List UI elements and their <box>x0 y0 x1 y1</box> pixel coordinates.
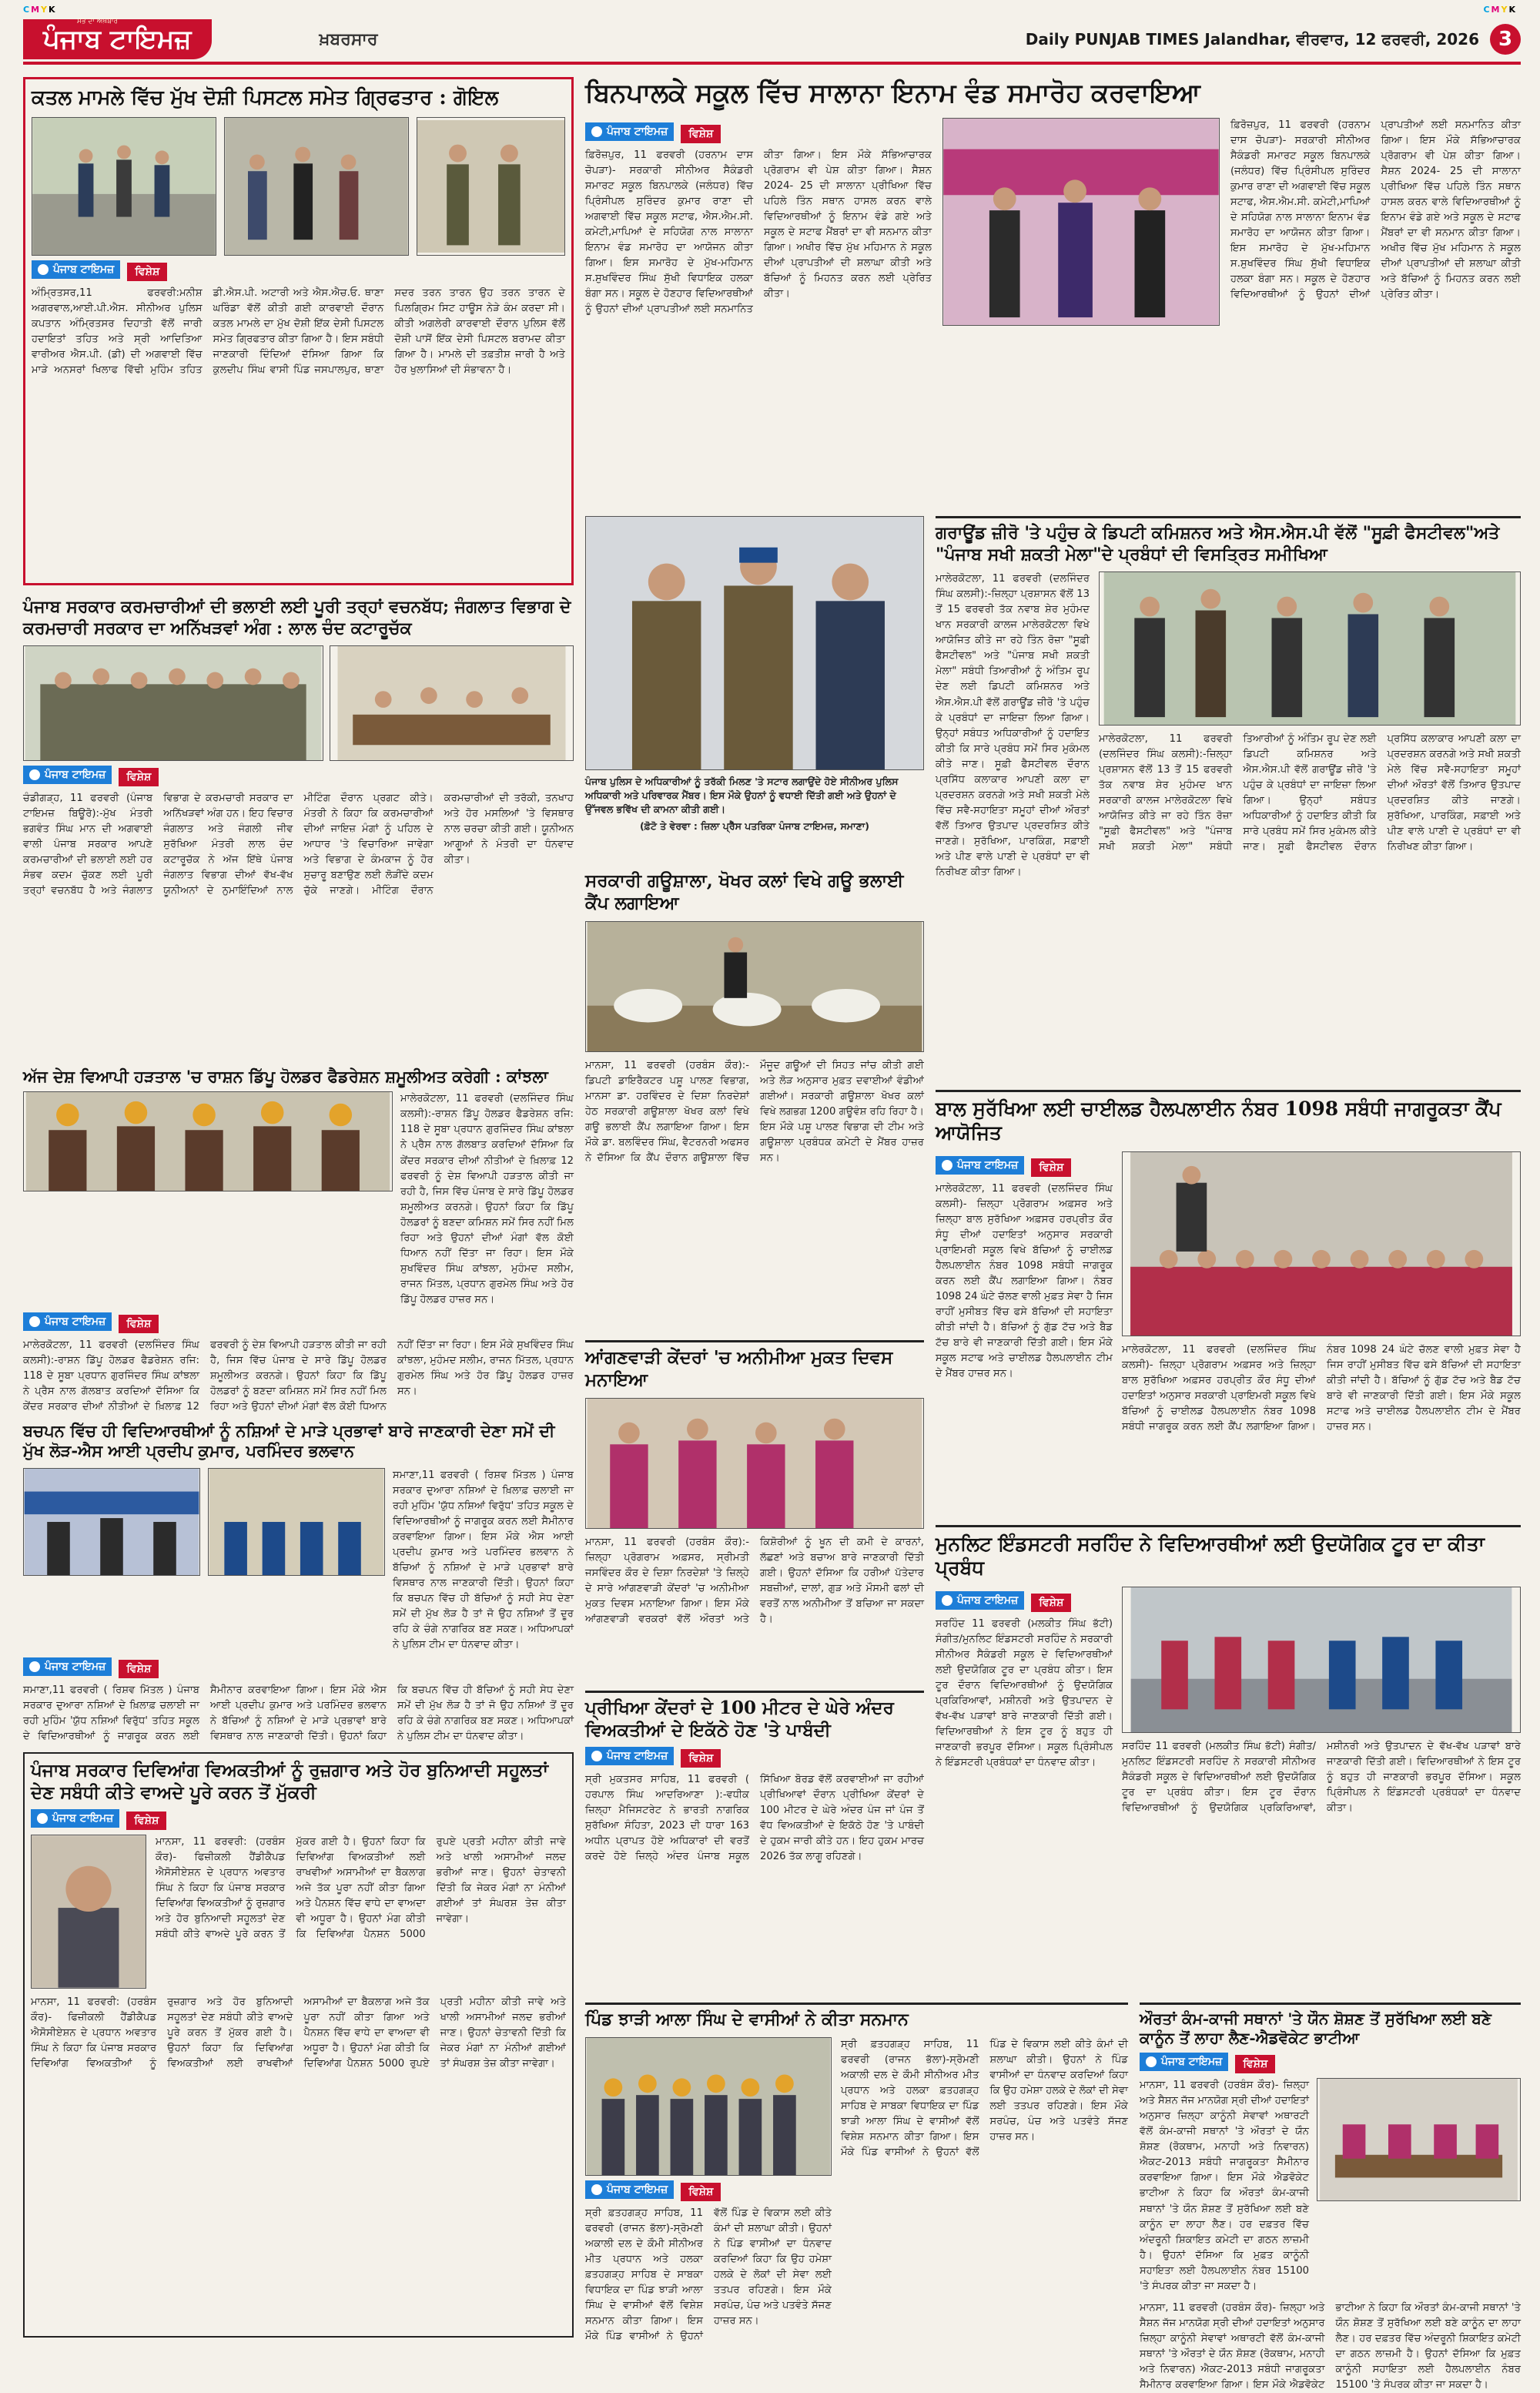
article-tags <box>23 766 574 786</box>
photo-meeting-table <box>330 645 574 761</box>
photo-students-seminar <box>208 1468 385 1576</box>
article-anganwadi <box>585 1340 924 1679</box>
photo-industry-visit <box>1122 1587 1521 1733</box>
article-body: ਅੰਮ੍ਰਿਤਸਰ,11 ਫਰਵਰੀ:ਮਨੀਸ਼ ਅਗਰਵਾਲ,ਆਈ.ਪੀ.ਐਸ. ਸੀਨੀਅਰ ਪੁਲਿਸ ਕਪਤਾਨ ਅੰਮ੍ਰਿਤਸਰ ਦਿਹਾਤੀ ਵੱਲੋਂ ਜਾਰੀ ਹਦਾਇਤਾਂ ਤਹਿਤ ਅਤੇ ਸ੍ਰੀ ਆਦਿਤਿਆ ਵਾਰੀਅਰ ਐਸ.ਪੀ. (ਡੀ) ਦੀ ਅਗਵਾਈ ਵਿੱਚ ਮਾੜੇ ਅਨਸਰਾਂ ਖਿਲਾਫ ਵਿੱਢੀ ਮੁਹਿੰਮ ਤਹਿਤ ਡੀ.ਐਸ.ਪੀ. ਅਟਾਰੀ ਅਤੇ ਐਸ.ਐਚ.ਓ. ਥਾਣਾ ਘਰਿੰਡਾ ਵੱਲੋਂ ਕੀਤੀ ਗਈ ਕਾਰਵਾਈ ਦੌਰਾਨ ਕਤਲ ਮਾਮਲੇ ਦਾ ਮੁੱਖ ਦੋਸ਼ੀ ਇੱਕ ਦੇਸੀ ਪਿਸਟਲ ਸਮੇਤ ਗ੍ਰਿਫਤਾਰ ਕੀਤਾ ਗਿਆ ਹੈ। ਇਸ ਸਬੰਧੀ ਜਾਣਕਾਰੀ ਦਿੰਦਿਆਂ ਦੱਸਿਆ ਗਿਆ ਕਿ ਕੁਲਦੀਪ ਸਿੰਘ ਵਾਸੀ ਪਿੰਡ ਜਸਪਾਲਪੁਰ, ਥਾਣਾ ਸਦਰ ਤਰਨ ਤਾਰਨ ਉਹ ਤਰਨ ਤਾਰਨ ਦੇ ਪਿਲਗ੍ਰਿਮ ਸਿਟ ਹਾਊਸ ਨੇੜੇ ਕੰਮ ਕਰਦਾ ਸੀ। ਕੀਤੀ ਅਗਲੇਰੀ ਕਾਰਵਾਈ ਦੌਰਾਨ ਪੁਲਿਸ ਵੱਲੋਂ ਦੋਸ਼ੀ ਪਾਸੋਂ ਇੱਕ ਦੇਸੀ ਪਿਸਟਲ ਬਰਾਮਦ ਕੀਤਾ ਗਿਆ ਹੈ। ਮਾਮਲੇ ਦੀ ਤਫ਼ਤੀਸ਼ ਜਾਰੀ ਹੈ ਅਤੇ ਹੋਰ ਖੁਲਾਸਿਆਂ ਦੀ ਸੰਭਾਵਨਾ ਹੈ। <box>32 287 565 376</box>
article-body: ਸ੍ਰੀ ਮੁਕਤਸਰ ਸਾਹਿਬ, 11 ਫਰਵਰੀ ( ਹਰਪਾਲ ਸਿੰਘ ਆਦਰਿਆਣਾ ):-ਵਧੀਕ ਜ਼ਿਲ੍ਹਾ ਮੈਜਿਸਟਰੇਟ ਨੇ ਭਾਰਤੀ ਨਾਗਰਿਕ ਸੁਰੱਖਿਆ ਸੰਹਿਤਾ, 2023 ਦੀ ਧਾਰਾ 163 ਅਧੀਨ ਪ੍ਰਾਪਤ ਹੋਏ ਅਧਿਕਾਰਾਂ ਦੀ ਵਰਤੋਂ ਕਰਦੇ ਹੋਏ ਜ਼ਿਲ੍ਹੇ ਅੰਦਰ ਪੰਜਾਬ ਸਕੂਲ ਸਿੱਖਿਆ ਬੋਰਡ ਵੱਲੋਂ ਕਰਵਾਈਆਂ ਜਾ ਰਹੀਆਂ ਪ੍ਰੀਖਿਆਵਾਂ ਦੌਰਾਨ ਪ੍ਰੀਖਿਆ ਕੇਂਦਰਾਂ ਦੇ 100 ਮੀਟਰ ਦੇ ਘੇਰੇ ਅੰਦਰ ਪੰਜ ਜਾਂ ਪੰਜ ਤੋਂ ਵੱਧ ਵਿਅਕਤੀਆਂ ਦੇ ਇਕੱਠੇ ਹੋਣ 'ਤੇ ਪਾਬੰਦੀ ਦੇ ਹੁਕਮ ਜਾਰੀ ਕੀਤੇ ਹਨ। ਇਹ ਹੁਕਮ ਮਾਰਚ 2026 ਤੱਕ ਲਾਗੂ ਰਹਿਣਗੇ। <box>585 1773 924 1862</box>
article-tags <box>23 1312 574 1333</box>
headline: ਪੰਜਾਬ ਸਰਕਾਰ ਕਰਮਚਾਰੀਆਂ ਦੀ ਭਲਾਈ ਲਈ ਪੂਰੀ ਤਰ੍ਹਾਂ ਵਚਨਬੱਧ; ਜੰਗਲਾਤ ਵਿਭਾਗ ਦੇ ਕਰਮਚਾਰੀ ਸਰਕਾਰ ਦਾ ਅਨਿੱਖੜਵਾਂ ਅੰਗ : ਲਾਲ ਚੰਦ ਕਟਾਰੂਚੱਕ <box>23 597 571 638</box>
photo-president <box>31 1835 146 1989</box>
article-body-cont: ਫ਼ਿਰੋਜ਼ਪੁਰ, 11 ਫਰਵਰੀ (ਹਰਨਾਮ ਦਾਸ ਚੋਪੜਾ)- ਸਰਕਾਰੀ ਸੀਨੀਅਰ ਸੈਕੰਡਰੀ ਸਮਾਰਟ ਸਕੂਲ ਬਿਨਪਾਲਕੇ (ਜਲੰਧਰ) ਵਿੱਚ ਪ੍ਰਿੰਸੀਪਲ ਸੁਰਿੰਦਰ ਕੁਮਾਰ ਰਾਣਾ ਦੀ ਅਗਵਾਈ ਵਿੱਚ ਸਕੂਲ ਸਟਾਫ, ਐਸ.ਐਮ.ਸੀ. ਕਮੇਟੀ,ਮਾਪਿਆਂ ਦੇ ਸਹਿਯੋਗ ਨਾਲ ਸਾਲਾਨਾ ਇਨਾਮ ਵੰਡ ਸਮਾਰੋਹ ਦਾ ਆਯੋਜਨ ਕੀਤਾ ਗਿਆ। ਇਸ ਸਮਾਰੋਹ ਦੇ ਮੁੱਖ-ਮਹਿਮਾਨ ਸ.ਸੁਖਵਿੰਦਰ ਸਿੰਘ ਸੁੱਖੀ ਵਿਧਾਇਕ ਹਲਕਾ ਬੰਗਾ ਸਨ। ਸਕੂਲ ਦੇ ਹੋਣਹਾਰ ਵਿਦਿਆਰਥੀਆਂ ਨੂੰ ਉਹਨਾਂ ਦੀਆਂ ਪ੍ਰਾਪਤੀਆਂ ਲਈ ਸਨਮਾਨਿਤ ਕੀਤਾ ਗਿਆ। ਇਸ ਮੌਕੇ ਸੱਭਿਆਚਾਰਕ ਪ੍ਰੋਗਰਾਮ ਵੀ ਪੇਸ਼ ਕੀਤਾ ਗਿਆ। ਸੈਸ਼ਨ 2024- 25 ਦੀ ਸਾਲਾਨਾ ਪ੍ਰੀਖਿਆ ਵਿੱਚ ਪਹਿਲੇ ਤਿੰਨ ਸਥਾਨ ਹਾਸਲ ਕਰਨ ਵਾਲੇ ਵਿਦਿਆਰਥੀਆਂ ਨੂੰ ਇਨਾਮ ਵੰਡੇ ਗਏ ਅਤੇ ਸਕੂਲ ਦੇ ਸਟਾਫ ਮੈਂਬਰਾਂ ਦਾ ਵੀ ਸਨਮਾਨ ਕੀਤਾ ਗਿਆ। ਅਖੀਰ ਵਿੱਚ ਮੁੱਖ ਮਹਿਮਾਨ ਨੇ ਸਕੂਲ ਦੀਆਂ ਪ੍ਰਾਪਤੀਆਂ ਦੀ ਸ਼ਲਾਘਾ ਕੀਤੀ ਅਤੇ ਬੱਚਿਆਂ ਨੂੰ ਮਿਹਨਤ ਕਰਨ ਲਈ ਪ੍ਰੇਰਿਤ ਕੀਤਾ। <box>1230 119 1521 301</box>
photo-anganwadi-women <box>585 1398 924 1529</box>
dateline <box>1026 24 1521 55</box>
article-drug-awareness <box>23 1421 574 1741</box>
newspaper-logo <box>23 19 212 59</box>
photo-police-road <box>32 117 216 256</box>
photo-caption: ਪੰਜਾਬ ਪੁਲਿਸ ਦੇ ਅਧਿਕਾਰੀਆਂ ਨੂੰ ਤਰੱਕੀ ਮਿਲਣ 'ਤੇ ਸਟਾਰ ਲਗਾਉਂਦੇ ਹੋਏ ਸੀਨੀਅਰ ਪੁਲਿਸ ਅਧਿਕਾਰੀ ਅਤੇ ਪਰਿਵਾਰਕ ਮੈਂਬਰ। ਇਸ ਮੌਕੇ ਉਹਨਾਂ ਨੂੰ ਵਧਾਈ ਦਿੱਤੀ ਗਈ ਅਤੇ ਉਹਨਾਂ ਦੇ ਉੱਜਵਲ ਭਵਿੱਖ ਦੀ ਕਾਮਨਾ ਕੀਤੀ ਗਈ। <box>585 776 899 816</box>
special-label: ਵਿਸ਼ੇਸ਼ <box>681 125 721 143</box>
article-body-cont: ਮਾਲੇਰਕੋਟਲਾ, 11 ਫਰਵਰੀ (ਦਲਜਿੰਦਰ ਸਿੰਘ ਕਲਸੀ):-ਜ਼ਿਲ੍ਹਾ ਪ੍ਰਸ਼ਾਸਨ ਵੱਲੋਂ 13 ਤੋਂ 15 ਫਰਵਰੀ ਤੱਕ ਨਵਾਬ ਸ਼ੇਰ ਮੁਹੰਮਦ ਖਾਨ ਸਰਕਾਰੀ ਕਾਲਜ ਮਾਲੇਰਕੋਟਲਾ ਵਿਖੇ ਆਯੋਜਿਤ ਕੀਤੇ ਜਾ ਰਹੇ ਤਿੰਨ ਰੋਜ਼ਾ "ਸੂਫ਼ੀ ਫੈਸਟੀਵਲ" ਅਤੇ "ਪੰਜਾਬ ਸਖੀ ਸ਼ਕਤੀ ਮੇਲਾ" ਸਬੰਧੀ ਤਿਆਰੀਆਂ ਨੂੰ ਅੰਤਿਮ ਰੂਪ ਦੇਣ ਲਈ ਡਿਪਟੀ ਕਮਿਸ਼ਨਰ ਅਤੇ ਐਸ.ਐਸ.ਪੀ ਵੱਲੋਂ ਗਰਾਊਂਡ ਜ਼ੀਰੋ 'ਤੇ ਪਹੁੰਚ ਕੇ ਪ੍ਰਬੰਧਾਂ ਦਾ ਜਾਇਜ਼ਾ ਲਿਆ ਗਿਆ। ਉਨ੍ਹਾਂ ਸਬੰਧਤ ਅਧਿਕਾਰੀਆਂ ਨੂੰ ਹਦਾਇਤ ਕੀਤੀ ਕਿ ਸਾਰੇ ਪ੍ਰਬੰਧ ਸਮੇਂ ਸਿਰ ਮੁਕੰਮਲ ਕੀਤੇ ਜਾਣ। ਸੂਫ਼ੀ ਫੈਸਟੀਵਲ ਦੌਰਾਨ ਪ੍ਰਸਿੱਧ ਕਲਾਕਾਰ ਆਪਣੀ ਕਲਾ ਦਾ ਪ੍ਰਦਰਸ਼ਨ ਕਰਨਗੇ ਅਤੇ ਸਖੀ ਸ਼ਕਤੀ ਮੇਲੇ ਵਿੱਚ ਸਵੈ-ਸਹਾਇਤਾ ਸਮੂਹਾਂ ਦੀਆਂ ਔਰਤਾਂ ਵੱਲੋਂ ਤਿਆਰ ਉਤਪਾਦ ਪ੍ਰਦਰਸ਼ਿਤ ਕੀਤੇ ਜਾਣਗੇ। ਸੁਰੱਖਿਆ, ਪਾਰਕਿੰਗ, ਸਫ਼ਾਈ ਅਤੇ ਪੀਣ ਵਾਲੇ ਪਾਣੀ ਦੇ ਪ੍ਰਬੰਧਾਂ ਦਾ ਵੀ ਨਿਰੀਖਣ ਕੀਤਾ ਗਿਆ। <box>1099 733 1521 853</box>
headline: ਔਰਤਾਂ ਕੰਮ-ਕਾਜੀ ਸਥਾਨਾਂ 'ਤੇ ਯੌਨ ਸ਼ੋਸ਼ਣ ਤੋਂ ਸੁਰੱਖਿਆ ਲਈ ਬਣੇ ਕਾਨੂੰਨ ਤੋਂ ਲਾਹਾ ਲੈਣ-ਐਡਵੋਕੇਟ ਭਾਟੀਆ <box>1140 2003 1521 2048</box>
logo-icon <box>942 1160 952 1171</box>
article-body: ਮਾਨਸਾ, 11 ਫਰਵਰੀ: (ਹਰਬੰਸ ਕੌਰ)- ਫਿਜ਼ੀਕਲੀ ਹੈਂਡੀਕੈਪਡ ਐਸੋਸੀਏਸ਼ਨ ਦੇ ਪ੍ਰਧਾਨ ਅਵਤਾਰ ਸਿੰਘ ਨੇ ਕਿਹਾ ਕਿ ਪੰਜਾਬ ਸਰਕਾਰ ਦਿਵਿਆਂਗ ਵਿਅਕਤੀਆਂ ਨੂੰ ਰੁਜ਼ਗਾਰ ਅਤੇ ਹੋਰ ਬੁਨਿਆਦੀ ਸਹੂਲਤਾਂ ਦੇਣ ਸਬੰਧੀ ਕੀਤੇ ਵਾਅਦੇ ਪੂਰੇ ਕਰਨ ਤੋਂ ਮੁੱਕਰ ਗਈ ਹੈ। ਉਹਨਾਂ ਕਿਹਾ ਕਿ ਦਿਵਿਆਂਗ ਵਿਅਕਤੀਆਂ ਲਈ ਰਾਖਵੀਆਂ ਅਸਾਮੀਆਂ ਦਾ ਬੈਕਲਾਗ ਅਜੇ ਤੱਕ ਪੂਰਾ ਨਹੀਂ ਕੀਤਾ ਗਿਆ ਅਤੇ ਪੈਨਸ਼ਨ ਵਿੱਚ ਵਾਧੇ ਦਾ ਵਾਅਦਾ ਵੀ ਅਧੂਰਾ ਹੈ। ਉਹਨਾਂ ਮੰਗ ਕੀਤੀ ਕਿ ਦਿਵਿਆਂਗ ਪੈਨਸ਼ਨ 5000 ਰੁਪਏ ਪ੍ਰਤੀ ਮਹੀਨਾ ਕੀਤੀ ਜਾਵੇ ਅਤੇ ਖਾਲੀ ਅਸਾਮੀਆਂ ਜਲਦ ਭਰੀਆਂ ਜਾਣ। ਉਹਨਾਂ ਚੇਤਾਵਨੀ ਦਿੱਤੀ ਕਿ ਜੇਕਰ ਮੰਗਾਂ ਨਾ ਮੰਨੀਆਂ ਗਈਆਂ ਤਾਂ ਸੰਘਰਸ਼ ਤੇਜ਼ ਕੀਤਾ ਜਾਵੇਗਾ। <box>156 1835 566 1940</box>
headline: ਆਂਗਣਵਾੜੀ ਕੇਂਦਰਾਂ 'ਚ ਅਨੀਮੀਆ ਮੁਕਤ ਦਿਵਸ ਮਨਾਇਆ <box>585 1340 924 1392</box>
article-tags <box>23 1657 574 1678</box>
photo-students-stage <box>23 1468 200 1576</box>
source-label: ਪੰਜਾਬ ਟਾਇਮਜ਼ <box>585 1747 674 1765</box>
photo-depot-holders <box>23 1091 393 1191</box>
article-body: ਮਾਨਸਾ, 11 ਫਰਵਰੀ (ਹਰਬੰਸ ਕੌਰ)- ਜ਼ਿਲ੍ਹਾ ਅਤੇ ਸੈਸ਼ਨ ਜੱਜ ਮਾਨਯੋਗ ਸ੍ਰੀ ਦੀਆਂ ਹਦਾਇਤਾਂ ਅਨੁਸਾਰ ਜ਼ਿਲ੍ਹਾ ਕਾਨੂੰਨੀ ਸੇਵਾਵਾਂ ਅਥਾਰਟੀ ਵੱਲੋਂ ਕੰਮ-ਕਾਜੀ ਸਥਾਨਾਂ 'ਤੇ ਔਰਤਾਂ ਦੇ ਯੌਨ ਸ਼ੋਸ਼ਣ (ਰੋਕਥਾਮ, ਮਨਾਹੀ ਅਤੇ ਨਿਵਾਰਨ) ਐਕਟ-2013 ਸਬੰਧੀ ਜਾਗਰੂਕਤਾ ਸੈਮੀਨਾਰ ਕਰਵਾਇਆ ਗਿਆ। ਇਸ ਮੌਕੇ ਐਡਵੋਕੇਟ ਭਾਟੀਆ ਨੇ ਕਿਹਾ ਕਿ ਔਰਤਾਂ ਕੰਮ-ਕਾਜੀ ਸਥਾਨਾਂ 'ਤੇ ਯੌਨ ਸ਼ੋਸ਼ਣ ਤੋਂ ਸੁਰੱਖਿਆ ਲਈ ਬਣੇ ਕਾਨੂੰਨ ਦਾ ਲਾਹਾ ਲੈਣ। ਹਰ ਦਫ਼ਤਰ ਵਿੱਚ ਅੰਦਰੂਨੀ ਸ਼ਿਕਾਇਤ ਕਮੇਟੀ ਦਾ ਗਠਨ ਲਾਜ਼ਮੀ ਹੈ। ਉਹਨਾਂ ਦੱਸਿਆ ਕਿ ਮੁਫ਼ਤ ਕਾਨੂੰਨੀ ਸਹਾਇਤਾ ਲਈ ਹੈਲਪਲਾਈਨ ਨੰਬਰ 15100 'ਤੇ ਸੰਪਰਕ ਕੀਤਾ ਜਾ ਸਕਦਾ ਹੈ। <box>1140 2080 1309 2292</box>
article-body-cont: ਸ੍ਰੀ ਫ਼ਤਹਗੜ੍ਹ ਸਾਹਿਬ, 11 ਫਰਵਰੀ (ਰਾਜਨ ਭੱਲਾ)-ਸ੍ਰੋਮਣੀ ਅਕਾਲੀ ਦਲ ਦੇ ਕੌਮੀ ਸੀਨੀਅਰ ਮੀਤ ਪ੍ਰਧਾਨ ਅਤੇ ਹਲਕਾ ਫ਼ਤਹਗੜ੍ਹ ਸਾਹਿਬ ਦੇ ਸਾਬਕਾ ਵਿਧਾਇਕ ਦਾ ਪਿੰਡ ਝਾੜੀ ਆਲਾ ਸਿੰਘ ਦੇ ਵਾਸੀਆਂ ਵੱਲੋਂ ਵਿਸ਼ੇਸ਼ ਸਨਮਾਨ ਕੀਤਾ ਗਿਆ। ਇਸ ਮੌਕੇ ਪਿੰਡ ਵਾਸੀਆਂ ਨੇ ਉਹਨਾਂ ਵੱਲੋਂ ਪਿੰਡ ਦੇ ਵਿਕਾਸ ਲਈ ਕੀਤੇ ਕੰਮਾਂ ਦੀ ਸ਼ਲਾਘਾ ਕੀਤੀ। ਉਹਨਾਂ ਨੇ ਪਿੰਡ ਵਾਸੀਆਂ ਦਾ ਧੰਨਵਾਦ ਕਰਦਿਆਂ ਕਿਹਾ ਕਿ ਉਹ ਹਮੇਸ਼ਾ ਹਲਕੇ ਦੇ ਲੋਕਾਂ ਦੀ ਸੇਵਾ ਲਈ ਤਤਪਰ ਰਹਿਣਗੇ। ਇਸ ਮੌਕੇ ਸਰਪੰਚ, ਪੰਚ ਅਤੇ ਪਤਵੰਤੇ ਸੱਜਣ ਹਾਜ਼ਰ ਸਨ। <box>841 2038 1128 2158</box>
logo-icon <box>591 2184 602 2195</box>
headline: ਮੁਨਲਿਟ ਇੰਡਸਟਰੀ ਸਰਹਿੰਦ ਨੇ ਵਿਦਿਆਰਥੀਆਂ ਲਈ ਉਦਯੋਗਿਕ ਟੂਰ ਦਾ ਕੀਤਾ ਪ੍ਰਬੰਧ <box>936 1525 1521 1580</box>
article-ration-depot <box>23 1067 574 1413</box>
article-body: ਮਾਲੇਰਕੋਟਲਾ, 11 ਫਰਵਰੀ (ਦਲਜਿੰਦਰ ਸਿੰਘ ਕਲਸੀ):-ਜ਼ਿਲ੍ਹਾ ਪ੍ਰਸ਼ਾਸਨ ਵੱਲੋਂ 13 ਤੋਂ 15 ਫਰਵਰੀ ਤੱਕ ਨਵਾਬ ਸ਼ੇਰ ਮੁਹੰਮਦ ਖਾਨ ਸਰਕਾਰੀ ਕਾਲਜ ਮਾਲੇਰਕੋਟਲਾ ਵਿਖੇ ਆਯੋਜਿਤ ਕੀਤੇ ਜਾ ਰਹੇ ਤਿੰਨ ਰੋਜ਼ਾ "ਸੂਫ਼ੀ ਫੈਸਟੀਵਲ" ਅਤੇ "ਪੰਜਾਬ ਸਖੀ ਸ਼ਕਤੀ ਮੇਲਾ" ਸਬੰਧੀ ਤਿਆਰੀਆਂ ਨੂੰ ਅੰਤਿਮ ਰੂਪ ਦੇਣ ਲਈ ਡਿਪਟੀ ਕਮਿਸ਼ਨਰ ਅਤੇ ਐਸ.ਐਸ.ਪੀ ਵੱਲੋਂ ਗਰਾਊਂਡ ਜ਼ੀਰੋ 'ਤੇ ਪਹੁੰਚ ਕੇ ਪ੍ਰਬੰਧਾਂ ਦਾ ਜਾਇਜ਼ਾ ਲਿਆ ਗਿਆ। ਉਨ੍ਹਾਂ ਸਬੰਧਤ ਅਧਿਕਾਰੀਆਂ ਨੂੰ ਹਦਾਇਤ ਕੀਤੀ ਕਿ ਸਾਰੇ ਪ੍ਰਬੰਧ ਸਮੇਂ ਸਿਰ ਮੁਕੰਮਲ ਕੀਤੇ ਜਾਣ। ਸੂਫ਼ੀ ਫੈਸਟੀਵਲ ਦੌਰਾਨ ਪ੍ਰਸਿੱਧ ਕਲਾਕਾਰ ਆਪਣੀ ਕਲਾ ਦਾ ਪ੍ਰਦਰਸ਼ਨ ਕਰਨਗੇ ਅਤੇ ਸਖੀ ਸ਼ਕਤੀ ਮੇਲੇ ਵਿੱਚ ਸਵੈ-ਸਹਾਇਤਾ ਸਮੂਹਾਂ ਦੀਆਂ ਔਰਤਾਂ ਵੱਲੋਂ ਤਿਆਰ ਉਤਪਾਦ ਪ੍ਰਦਰਸ਼ਿਤ ਕੀਤੇ ਜਾਣਗੇ। ਸੁਰੱਖਿਆ, ਪਾਰਕਿੰਗ, ਸਫ਼ਾਈ ਅਤੇ ਪੀਣ ਵਾਲੇ ਪਾਣੀ ਦੇ ਪ੍ਰਬੰਧਾਂ ਦਾ ਵੀ ਨਿਰੀਖਣ ਕੀਤਾ ਗਿਆ। <box>936 573 1090 879</box>
source-label: ਪੰਜਾਬ ਟਾਇਮਜ਼ <box>585 122 674 141</box>
article-exam-centres <box>585 1691 924 1991</box>
article-body-cont: ਮਾਨਸਾ, 11 ਫਰਵਰੀ: (ਹਰਬੰਸ ਕੌਰ)- ਫਿਜ਼ੀਕਲੀ ਹੈਂਡੀਕੈਪਡ ਐਸੋਸੀਏਸ਼ਨ ਦੇ ਪ੍ਰਧਾਨ ਅਵਤਾਰ ਸਿੰਘ ਨੇ ਕਿਹਾ ਕਿ ਪੰਜਾਬ ਸਰਕਾਰ ਦਿਵਿਆਂਗ ਵਿਅਕਤੀਆਂ ਨੂੰ ਰੁਜ਼ਗਾਰ ਅਤੇ ਹੋਰ ਬੁਨਿਆਦੀ ਸਹੂਲਤਾਂ ਦੇਣ ਸਬੰਧੀ ਕੀਤੇ ਵਾਅਦੇ ਪੂਰੇ ਕਰਨ ਤੋਂ ਮੁੱਕਰ ਗਈ ਹੈ। ਉਹਨਾਂ ਕਿਹਾ ਕਿ ਦਿਵਿਆਂਗ ਵਿਅਕਤੀਆਂ ਲਈ ਰਾਖਵੀਆਂ ਅਸਾਮੀਆਂ ਦਾ ਬੈਕਲਾਗ ਅਜੇ ਤੱਕ ਪੂਰਾ ਨਹੀਂ ਕੀਤਾ ਗਿਆ ਅਤੇ ਪੈਨਸ਼ਨ ਵਿੱਚ ਵਾਧੇ ਦਾ ਵਾਅਦਾ ਵੀ ਅਧੂਰਾ ਹੈ। ਉਹਨਾਂ ਮੰਗ ਕੀਤੀ ਕਿ ਦਿਵਿਆਂਗ ਪੈਨਸ਼ਨ 5000 ਰੁਪਏ ਪ੍ਰਤੀ ਮਹੀਨਾ ਕੀਤੀ ਜਾਵੇ ਅਤੇ ਖਾਲੀ ਅਸਾਮੀਆਂ ਜਲਦ ਭਰੀਆਂ ਜਾਣ। ਉਹਨਾਂ ਚੇਤਾਵਨੀ ਦਿੱਤੀ ਕਿ ਜੇਕਰ ਮੰਗਾਂ ਨਾ ਮੰਨੀਆਂ ਗਈਆਂ ਤਾਂ ਸੰਘਰਸ਼ ਤੇਜ਼ ਕੀਤਾ ਜਾਵੇਗਾ। <box>31 1996 566 2070</box>
source-label: ਪੰਜਾਬ ਟਾਇਮਜ਼ <box>936 1156 1024 1175</box>
article-body: ਸ੍ਰੀ ਫ਼ਤਹਗੜ੍ਹ ਸਾਹਿਬ, 11 ਫਰਵਰੀ (ਰਾਜਨ ਭੱਲਾ)-ਸ੍ਰੋਮਣੀ ਅਕਾਲੀ ਦਲ ਦੇ ਕੌਮੀ ਸੀਨੀਅਰ ਮੀਤ ਪ੍ਰਧਾਨ ਅਤੇ ਹਲਕਾ ਫ਼ਤਹਗੜ੍ਹ ਸਾਹਿਬ ਦੇ ਸਾਬਕਾ ਵਿਧਾਇਕ ਦਾ ਪਿੰਡ ਝਾੜੀ ਆਲਾ ਸਿੰਘ ਦੇ ਵਾਸੀਆਂ ਵੱਲੋਂ ਵਿਸ਼ੇਸ਼ ਸਨਮਾਨ ਕੀਤਾ ਗਿਆ। ਇਸ ਮੌਕੇ ਪਿੰਡ ਵਾਸੀਆਂ ਨੇ ਉਹਨਾਂ ਵੱਲੋਂ ਪਿੰਡ ਦੇ ਵਿਕਾਸ ਲਈ ਕੀਤੇ ਕੰਮਾਂ ਦੀ ਸ਼ਲਾਘਾ ਕੀਤੀ। ਉਹਨਾਂ ਨੇ ਪਿੰਡ ਵਾਸੀਆਂ ਦਾ ਧੰਨਵਾਦ ਕਰਦਿਆਂ ਕਿਹਾ ਕਿ ਉਹ ਹਮੇਸ਼ਾ ਹਲਕੇ ਦੇ ਲੋਕਾਂ ਦੀ ਸੇਵਾ ਲਈ ਤਤਪਰ ਰਹਿਣਗੇ। ਇਸ ਮੌਕੇ ਸਰਪੰਚ, ਪੰਚ ਅਤੇ ਪਤਵੰਤੇ ਸੱਜਣ ਹਾਜ਼ਰ ਸਨ। <box>585 2207 832 2342</box>
article-body-cont: ਸਮਾਣਾ,11 ਫਰਵਰੀ ( ਰਿਸ਼ਵ ਮਿੱਤਲ ) ਪੰਜਾਬ ਸਰਕਾਰ ਦੁਆਰਾ ਨਸ਼ਿਆਂ ਦੇ ਖ਼ਿਲਾਫ਼ ਚਲਾਈ ਜਾ ਰਹੀ ਮੁਹਿੰਮ 'ਯੁੱਧ ਨਸ਼ਿਆਂ ਵਿਰੁੱਧ' ਤਹਿਤ ਸਕੂਲ ਦੇ ਵਿਦਿਆਰਥੀਆਂ ਨੂੰ ਜਾਗਰੂਕ ਕਰਨ ਲਈ ਸੈਮੀਨਾਰ ਕਰਵਾਇਆ ਗਿਆ। ਇਸ ਮੌਕੇ ਐਸ ਆਈ ਪ੍ਰਦੀਪ ਕੁਮਾਰ ਅਤੇ ਪਰਮਿੰਦਰ ਭਲਵਾਨ ਨੇ ਬੱਚਿਆਂ ਨੂੰ ਨਸ਼ਿਆਂ ਦੇ ਮਾੜੇ ਪ੍ਰਭਾਵਾਂ ਬਾਰੇ ਵਿਸਥਾਰ ਨਾਲ ਜਾਣਕਾਰੀ ਦਿੱਤੀ। ਉਹਨਾਂ ਕਿਹਾ ਕਿ ਬਚਪਨ ਵਿੱਚ ਹੀ ਬੱਚਿਆਂ ਨੂੰ ਸਹੀ ਸੇਧ ਦੇਣਾ ਸਮੇਂ ਦੀ ਮੁੱਖ ਲੋੜ ਹੈ ਤਾਂ ਜੋ ਉਹ ਨਸ਼ਿਆਂ ਤੋਂ ਦੂਰ ਰਹਿ ਕੇ ਚੰਗੇ ਨਾਗਰਿਕ ਬਣ ਸਕਣ। ਅਧਿਆਪਕਾਂ ਨੇ ਪੁਲਿਸ ਟੀਮ ਦਾ ਧੰਨਵਾਦ ਕੀਤਾ। <box>23 1684 574 1743</box>
headline: ਗਰਾਊਂਡ ਜ਼ੀਰੋ 'ਤੇ ਪਹੁੰਚ ਕੇ ਡਿਪਟੀ ਕਮਿਸ਼ਨਰ ਅਤੇ ਐਸ.ਐਸ.ਪੀ ਵੱਲੋਂ "ਸੂਫ਼ੀ ਫੈਸਟੀਵਲ"ਅਤੇ "ਪੰਜਾਬ ਸਖੀ ਸ਼ਕਤੀ ਮੇਲਾ"ਦੇ ਪ੍ਰਬੰਧਾਂ ਦੀ ਵਿਸਤ੍ਰਿਤ ਸਮੀਖਿਆ <box>936 516 1521 565</box>
logo-tagline: ਸਭ ਦਾ ਅਖ਼ਬਾਰ <box>77 18 118 25</box>
article-tags <box>31 1809 566 1830</box>
special-label: ਵਿਸ਼ੇਸ਼ <box>119 1315 159 1333</box>
article-school-prize <box>585 77 1521 508</box>
article-body: ਮਾਲੇਰਕੋਟਲਾ, 11 ਫਰਵਰੀ (ਦਲਜਿੰਦਰ ਸਿੰਘ ਕਲਸੀ)- ਜ਼ਿਲ੍ਹਾ ਪ੍ਰੋਗਰਾਮ ਅਫ਼ਸਰ ਅਤੇ ਜ਼ਿਲ੍ਹਾ ਬਾਲ ਸੁਰੱਖਿਆ ਅਫ਼ਸਰ ਹਰਪ੍ਰੀਤ ਕੌਰ ਸੰਧੂ ਦੀਆਂ ਹਦਾਇਤਾਂ ਅਨੁਸਾਰ ਸਰਕਾਰੀ ਪ੍ਰਾਇਮਰੀ ਸਕੂਲ ਵਿਖੇ ਬੱਚਿਆਂ ਨੂੰ ਚਾਈਲਡ ਹੈਲਪਲਾਈਨ ਨੰਬਰ 1098 ਸਬੰਧੀ ਜਾਗਰੂਕ ਕਰਨ ਲਈ ਕੈਂਪ ਲਗਾਇਆ ਗਿਆ। ਨੰਬਰ 1098 24 ਘੰਟੇ ਚੱਲਣ ਵਾਲੀ ਮੁਫ਼ਤ ਸੇਵਾ ਹੈ ਜਿਸ ਰਾਹੀਂ ਮੁਸੀਬਤ ਵਿੱਚ ਫਸੇ ਬੱਚਿਆਂ ਦੀ ਸਹਾਇਤਾ ਕੀਤੀ ਜਾਂਦੀ ਹੈ। ਬੱਚਿਆਂ ਨੂੰ ਗੁੱਡ ਟੱਚ ਅਤੇ ਬੈਡ ਟੱਚ ਬਾਰੇ ਵੀ ਜਾਣਕਾਰੀ ਦਿੱਤੀ ਗਈ। ਇਸ ਮੌਕੇ ਸਕੂਲ ਸਟਾਫ ਅਤੇ ਚਾਈਲਡ ਹੈਲਪਲਾਈਨ ਟੀਮ ਦੇ ਮੈਂਬਰ ਹਾਜ਼ਰ ਸਨ। <box>936 1182 1113 1380</box>
source-label: ਪੰਜਾਬ ਟਾਇਮਜ਼ <box>1140 2053 1228 2071</box>
article-arrest <box>23 77 574 585</box>
headline: ਪ੍ਰੀਖਿਆ ਕੇਂਦਰਾਂ ਦੇ 100 ਮੀਟਰ ਦੇ ਘੇਰੇ ਅੰਦਰ ਵਿਅਕਤੀਆਂ ਦੇ ਇਕੱਠੇ ਹੋਣ 'ਤੇ ਪਾਬੰਦੀ <box>585 1691 924 1742</box>
article-disabled-rights <box>23 1752 574 2338</box>
special-label: ਵਿਸ਼ੇਸ਼ <box>681 1749 721 1768</box>
article-gaushala <box>585 870 924 1329</box>
article-tags <box>32 260 565 281</box>
special-label: ਵਿਸ਼ੇਸ਼ <box>1235 2055 1275 2073</box>
photo-credit: (ਫ਼ੋਟੋ ਤੇ ਵੇਰਵਾ : ਜ਼ਿਲਾ ਪ੍ਰੈੱਸ ਪਤਰਿਕਾ ਪੰਜਾਬ ਟਾਇਮਜ਼, ਸਮਾਣਾ) <box>639 820 870 833</box>
headline: ਸਰਕਾਰੀ ਗਊਸ਼ਾਲਾ, ਖੋਖਰ ਕਲਾਂ ਵਿਖੇ ਗਊ ਭਲਾਈ ਕੈਂਪ ਲਗਾਇਆ <box>585 870 904 913</box>
photo-promotion <box>585 516 924 770</box>
cmyk-marks-left: CMYK <box>23 5 57 15</box>
source-label: ਪੰਜਾਬ ਟਾਇਮਜ਼ <box>23 766 112 784</box>
article-body-cont: ਮਾਨਸਾ, 11 ਫਰਵਰੀ (ਹਰਬੰਸ ਕੌਰ)- ਜ਼ਿਲ੍ਹਾ ਅਤੇ ਸੈਸ਼ਨ ਜੱਜ ਮਾਨਯੋਗ ਸ੍ਰੀ ਦੀਆਂ ਹਦਾਇਤਾਂ ਅਨੁਸਾਰ ਜ਼ਿਲ੍ਹਾ ਕਾਨੂੰਨੀ ਸੇਵਾਵਾਂ ਅਥਾਰਟੀ ਵੱਲੋਂ ਕੰਮ-ਕਾਜੀ ਸਥਾਨਾਂ 'ਤੇ ਔਰਤਾਂ ਦੇ ਯੌਨ ਸ਼ੋਸ਼ਣ (ਰੋਕਥਾਮ, ਮਨਾਹੀ ਅਤੇ ਨਿਵਾਰਨ) ਐਕਟ-2013 ਸਬੰਧੀ ਜਾਗਰੂਕਤਾ ਸੈਮੀਨਾਰ ਕਰਵਾਇਆ ਗਿਆ। ਇਸ ਮੌਕੇ ਐਡਵੋਕੇਟ ਭਾਟੀਆ ਨੇ ਕਿਹਾ ਕਿ ਔਰਤਾਂ ਕੰਮ-ਕਾਜੀ ਸਥਾਨਾਂ 'ਤੇ ਯੌਨ ਸ਼ੋਸ਼ਣ ਤੋਂ ਸੁਰੱਖਿਆ ਲਈ ਬਣੇ ਕਾਨੂੰਨ ਦਾ ਲਾਹਾ ਲੈਣ। ਹਰ ਦਫ਼ਤਰ ਵਿੱਚ ਅੰਦਰੂਨੀ ਸ਼ਿਕਾਇਤ ਕਮੇਟੀ ਦਾ ਗਠਨ ਲਾਜ਼ਮੀ ਹੈ। ਉਹਨਾਂ ਦੱਸਿਆ ਕਿ ਮੁਫ਼ਤ ਕਾਨੂੰਨੀ ਸਹਾਇਤਾ ਲਈ ਹੈਲਪਲਾਈਨ ਨੰਬਰ 15100 'ਤੇ ਸੰਪਰਕ ਕੀਤਾ ਜਾ ਸਕਦਾ ਹੈ। <box>1140 2301 1521 2391</box>
photo-officers <box>417 117 565 256</box>
logo-icon <box>1146 2056 1157 2067</box>
source-label: ਪੰਜਾਬ ਟਾਇਮਜ਼ <box>23 1312 112 1331</box>
article-child-helpline <box>936 1090 1521 1513</box>
logo-icon <box>591 126 602 137</box>
headline: ਕਤਲ ਮਾਮਲੇ ਵਿੱਚ ਮੁੱਖ ਦੋਸ਼ੀ ਪਿਸਟਲ ਸਮੇਤ ਗ੍ਰਿਫਤਾਰ : ਗੋਇਲ <box>32 86 499 109</box>
special-label: ਵਿਸ਼ੇਸ਼ <box>681 2183 721 2201</box>
article-industry-tour <box>936 1525 1521 1987</box>
logo-text: ਪੰਜਾਬ ਟਾਇਮਜ਼ <box>43 24 192 55</box>
cmyk-marks-right: CMYK <box>1483 5 1517 15</box>
photo-cattle-camp <box>585 921 924 1052</box>
source-label: ਪੰਜਾਬ ਟਾਇਮਜ਼ <box>585 2180 674 2199</box>
photo-meeting-group <box>23 645 323 761</box>
source-label: ਪੰਜਾਬ ਟਾਇਮਜ਼ <box>23 1657 112 1676</box>
special-label: ਵਿਸ਼ੇਸ਼ <box>126 1812 166 1830</box>
article-body: ਮਾਨਸਾ, 11 ਫਰਵਰੀ (ਹਰਬੰਸ ਕੌਰ):- ਡਿਪਟੀ ਡਾਇਰੈਕਟਰ ਪਸ਼ੂ ਪਾਲਣ ਵਿਭਾਗ, ਮਾਨਸਾ ਡਾ. ਹਰਵਿੰਦਰ ਦੇ ਦਿਸ਼ਾ ਨਿਰਦੇਸ਼ਾਂ ਹੇਠ ਸਰਕਾਰੀ ਗਊਸ਼ਾਲਾ ਖੋਖਰ ਕਲਾਂ ਵਿਖੇ ਗਊ ਭਲਾਈ ਕੈਂਪ ਲਗਾਇਆ ਗਿਆ। ਇਸ ਮੌਕੇ ਡਾ. ਬਲਵਿੰਦਰ ਸਿੰਘ, ਵੈਟਰਨਰੀ ਅਫਸਰ ਨੇ ਦੱਸਿਆ ਕਿ ਕੈਂਪ ਦੌਰਾਨ ਗਊਸ਼ਾਲਾ ਵਿੱਚ ਮੌਜੂਦ ਗਊਆਂ ਦੀ ਸਿਹਤ ਜਾਂਚ ਕੀਤੀ ਗਈ ਅਤੇ ਲੋੜ ਅਨੁਸਾਰ ਮੁਫ਼ਤ ਦਵਾਈਆਂ ਵੰਡੀਆਂ ਗਈਆਂ। ਸਰਕਾਰੀ ਗਊਸ਼ਾਲਾ ਖੋਖਰ ਕਲਾਂ ਵਿਖੇ ਲਗਭਗ 1200 ਗਊਵੰਸ਼ ਰਹਿ ਰਿਹਾ ਹੈ। ਇਸ ਮੌਕੇ ਪਸ਼ੂ ਪਾਲਣ ਵਿਭਾਗ ਦੀ ਟੀਮ ਅਤੇ ਗਊਸ਼ਾਲਾ ਪ੍ਰਬੰਧਕ ਕਮੇਟੀ ਦੇ ਮੈਂਬਰ ਹਾਜ਼ਰ ਸਨ। <box>585 1059 924 1164</box>
article-body: ਸਮਾਣਾ,11 ਫਰਵਰੀ ( ਰਿਸ਼ਵ ਮਿੱਤਲ ) ਪੰਜਾਬ ਸਰਕਾਰ ਦੁਆਰਾ ਨਸ਼ਿਆਂ ਦੇ ਖ਼ਿਲਾਫ਼ ਚਲਾਈ ਜਾ ਰਹੀ ਮੁਹਿੰਮ 'ਯੁੱਧ ਨਸ਼ਿਆਂ ਵਿਰੁੱਧ' ਤਹਿਤ ਸਕੂਲ ਦੇ ਵਿਦਿਆਰਥੀਆਂ ਨੂੰ ਜਾਗਰੂਕ ਕਰਨ ਲਈ ਸੈਮੀਨਾਰ ਕਰਵਾਇਆ ਗਿਆ। ਇਸ ਮੌਕੇ ਐਸ ਆਈ ਪ੍ਰਦੀਪ ਕੁਮਾਰ ਅਤੇ ਪਰਮਿੰਦਰ ਭਲਵਾਨ ਨੇ ਬੱਚਿਆਂ ਨੂੰ ਨਸ਼ਿਆਂ ਦੇ ਮਾੜੇ ਪ੍ਰਭਾਵਾਂ ਬਾਰੇ ਵਿਸਥਾਰ ਨਾਲ ਜਾਣਕਾਰੀ ਦਿੱਤੀ। ਉਹਨਾਂ ਕਿਹਾ ਕਿ ਬਚਪਨ ਵਿੱਚ ਹੀ ਬੱਚਿਆਂ ਨੂੰ ਸਹੀ ਸੇਧ ਦੇਣਾ ਸਮੇਂ ਦੀ ਮੁੱਖ ਲੋੜ ਹੈ ਤਾਂ ਜੋ ਉਹ ਨਸ਼ਿਆਂ ਤੋਂ ਦੂਰ ਰਹਿ ਕੇ ਚੰਗੇ ਨਾਗਰਿਕ ਬਣ ਸਕਣ। ਅਧਿਆਪਕਾਂ ਨੇ ਪੁਲਿਸ ਟੀਮ ਦਾ ਧੰਨਵਾਦ ਕੀਤਾ। <box>393 1469 574 1651</box>
article-tags <box>585 122 932 143</box>
headline: ਬਚਪਨ ਵਿੱਚ ਹੀ ਵਿਦਿਆਰਥੀਆਂ ਨੂੰ ਨਸ਼ਿਆਂ ਦੇ ਮਾੜੇ ਪ੍ਰਭਾਵਾਂ ਬਾਰੇ ਜਾਣਕਾਰੀ ਦੇਣਾ ਸਮੇਂ ਦੀ ਮੁੱਖ ਲੋੜ-ਐਸ ਆਈ ਪ੍ਰਦੀਪ ਕੁਮਾਰ, ਪਰਮਿੰਦਰ ਭਲਵਾਨ <box>23 1421 555 1461</box>
article-tags <box>1140 2053 1521 2073</box>
article-body: ਮਾਲੇਰਕੋਟਲਾ, 11 ਫਰਵਰੀ (ਦਲਜਿੰਦਰ ਸਿੰਘ ਕਲਸੀ):-ਰਾਸ਼ਨ ਡਿੱਪੂ ਹੋਲਡਰ ਫੈਡਰੇਸ਼ਨ ਰਜਿ: 118 ਦੇ ਸੂਬਾ ਪ੍ਰਧਾਨ ਗੁਰਜਿੰਦਰ ਸਿੰਘ ਕਾਂਝਲਾ ਨੇ ਪ੍ਰੈਸ ਨਾਲ ਗੱਲਬਾਤ ਕਰਦਿਆਂ ਦੱਸਿਆ ਕਿ ਕੇਂਦਰ ਸਰਕਾਰ ਦੀਆਂ ਨੀਤੀਆਂ ਦੇ ਖ਼ਿਲਾਫ਼ 12 ਫਰਵਰੀ ਨੂੰ ਦੇਸ਼ ਵਿਆਪੀ ਹੜਤਾਲ ਕੀਤੀ ਜਾ ਰਹੀ ਹੈ, ਜਿਸ ਵਿੱਚ ਪੰਜਾਬ ਦੇ ਸਾਰੇ ਡਿੱਪੂ ਹੋਲਡਰ ਸ਼ਮੂਲੀਅਤ ਕਰਨਗੇ। ਉਹਨਾਂ ਕਿਹਾ ਕਿ ਡਿੱਪੂ ਹੋਲਡਰਾਂ ਨੂੰ ਬਣਦਾ ਕਮਿਸ਼ਨ ਸਮੇਂ ਸਿਰ ਨਹੀਂ ਮਿਲ ਰਿਹਾ ਅਤੇ ਉਹਨਾਂ ਦੀਆਂ ਮੰਗਾਂ ਵੱਲ ਕੋਈ ਧਿਆਨ ਨਹੀਂ ਦਿੱਤਾ ਜਾ ਰਿਹਾ। ਇਸ ਮੌਕੇ ਸੁਖਵਿੰਦਰ ਸਿੰਘ ਕਾਂਝਲਾ, ਮੁਹੰਮਦ ਸਲੀਮ, ਰਾਜਨ ਮਿੱਤਲ, ਪ੍ਰਧਾਨ ਗੁਰਮੇਲ ਸਿੰਘ ਅਤੇ ਹੋਰ ਡਿੱਪੂ ਹੋਲਡਰ ਹਾਜ਼ਰ ਸਨ। <box>400 1093 574 1306</box>
article-village-honour <box>585 2003 1128 2341</box>
logo-icon <box>29 769 40 780</box>
logo-icon <box>591 1751 602 1761</box>
article-tags <box>936 1156 1113 1177</box>
logo-icon <box>38 264 49 275</box>
photo-inspection <box>1099 571 1521 726</box>
photo-accused <box>224 117 409 256</box>
photo-prize-ceremony <box>942 118 1220 326</box>
article-tags <box>585 2180 832 2201</box>
article-tags <box>585 1747 924 1768</box>
special-label: ਵਿਸ਼ੇਸ਼ <box>119 1660 159 1678</box>
page-number: 3 <box>1490 24 1521 55</box>
photo-seminar-women <box>1317 2078 1521 2201</box>
headline: ਪੰਜਾਬ ਸਰਕਾਰ ਦਿਵਿਆਂਗ ਵਿਅਕਤੀਆਂ ਨੂੰ ਰੁਜ਼ਗਾਰ ਅਤੇ ਹੋਰ ਬੁਨਿਆਦੀ ਸਹੂਲਤਾਂ ਦੇਣ ਸਬੰਧੀ ਕੀਤੇ ਵਾਅਦੇ ਪੂਰੇ ਕਰਨ ਤੋਂ ਮੁੱਕਰੀ <box>31 1760 548 1803</box>
special-label: ਵਿਸ਼ੇਸ਼ <box>1031 1158 1071 1177</box>
logo-icon <box>29 1661 40 1672</box>
logo-icon <box>942 1595 952 1606</box>
article-body: ਚੰਡੀਗੜ੍ਹ, 11 ਫਰਵਰੀ (ਪੰਜਾਬ ਟਾਇਮਜ਼ ਬਿਊਰੋ):-ਮੁੱਖ ਮੰਤਰੀ ਭਗਵੰਤ ਸਿੰਘ ਮਾਨ ਦੀ ਅਗਵਾਈ ਵਾਲੀ ਪੰਜਾਬ ਸਰਕਾਰ ਆਪਣੇ ਕਰਮਚਾਰੀਆਂ ਦੀ ਭਲਾਈ ਲਈ ਹਰ ਸੰਭਵ ਕਦਮ ਚੁੱਕਣ ਲਈ ਪੂਰੀ ਤਰ੍ਹਾਂ ਵਚਨਬੱਧ ਹੈ ਅਤੇ ਜੰਗਲਾਤ ਵਿਭਾਗ ਦੇ ਕਰਮਚਾਰੀ ਸਰਕਾਰ ਦਾ ਅਨਿੱਖੜਵਾਂ ਅੰਗ ਹਨ। ਇਹ ਵਿਚਾਰ ਜੰਗਲਾਤ ਅਤੇ ਜੰਗਲੀ ਜੀਵ ਸੁਰੱਖਿਆ ਮੰਤਰੀ ਲਾਲ ਚੰਦ ਕਟਾਰੂਚੱਕ ਨੇ ਅੱਜ ਇੱਥੇ ਪੰਜਾਬ ਜੰਗਲਾਤ ਵਿਭਾਗ ਦੀਆਂ ਵੱਖ-ਵੱਖ ਯੂਨੀਅਨਾਂ ਦੇ ਨੁਮਾਇੰਦਿਆਂ ਨਾਲ ਮੀਟਿੰਗ ਦੌਰਾਨ ਪ੍ਰਗਟ ਕੀਤੇ। ਮੰਤਰੀ ਨੇ ਕਿਹਾ ਕਿ ਕਰਮਚਾਰੀਆਂ ਦੀਆਂ ਜਾਇਜ਼ ਮੰਗਾਂ ਨੂੰ ਪਹਿਲ ਦੇ ਆਧਾਰ 'ਤੇ ਵਿਚਾਰਿਆ ਜਾਵੇਗਾ ਅਤੇ ਵਿਭਾਗ ਦੇ ਕੰਮਕਾਜ ਨੂੰ ਹੋਰ ਸੁਚਾਰੂ ਬਣਾਉਣ ਲਈ ਲੋੜੀਂਦੇ ਕਦਮ ਚੁੱਕੇ ਜਾਣਗੇ। ਮੀਟਿੰਗ ਦੌਰਾਨ ਕਰਮਚਾਰੀਆਂ ਦੀ ਤਰੱਕੀ, ਤਨਖਾਹ ਅਤੇ ਹੋਰ ਮਸਲਿਆਂ 'ਤੇ ਵਿਸਥਾਰ ਨਾਲ ਚਰਚਾ ਕੀਤੀ ਗਈ। ਯੂਨੀਅਨ ਆਗੂਆਂ ਨੇ ਮੰਤਰੀ ਦਾ ਧੰਨਵਾਦ ਕੀਤਾ। <box>23 793 574 897</box>
section-title: ਖ਼ਬਰਸਾਰ <box>319 29 378 49</box>
article-body: ਮਾਨਸਾ, 11 ਫਰਵਰੀ (ਹਰਬੰਸ ਕੌਰ):- ਜ਼ਿਲ੍ਹਾ ਪ੍ਰੋਗਰਾਮ ਅਫ਼ਸਰ, ਸ੍ਰੀਮਤੀ ਜਸਵਿੰਦਰ ਕੌਰ ਦੇ ਦਿਸ਼ਾ ਨਿਰਦੇਸ਼ਾਂ 'ਤੇ ਜ਼ਿਲ੍ਹੇ ਦੇ ਸਾਰੇ ਆਂਗਣਵਾੜੀ ਕੇਂਦਰਾਂ 'ਚ ਅਨੀਮੀਆ ਮੁਕਤ ਦਿਵਸ ਮਨਾਇਆ ਗਿਆ। ਇਸ ਮੌਕੇ ਆਂਗਣਵਾੜੀ ਵਰਕਰਾਂ ਵੱਲੋਂ ਔਰਤਾਂ ਅਤੇ ਕਿਸ਼ੋਰੀਆਂ ਨੂੰ ਖੂਨ ਦੀ ਕਮੀ ਦੇ ਕਾਰਨਾਂ, ਲੱਛਣਾਂ ਅਤੇ ਬਚਾਅ ਬਾਰੇ ਜਾਣਕਾਰੀ ਦਿੱਤੀ ਗਈ। ਉਹਨਾਂ ਦੱਸਿਆ ਕਿ ਹਰੀਆਂ ਪੱਤੇਦਾਰ ਸਬਜ਼ੀਆਂ, ਦਾਲਾਂ, ਗੁੜ ਅਤੇ ਮੌਸਮੀ ਫਲਾਂ ਦੀ ਵਰਤੋਂ ਨਾਲ ਅਨੀਮੀਆ ਤੋਂ ਬਚਿਆ ਜਾ ਸਕਦਾ ਹੈ। <box>585 1536 924 1625</box>
source-label: ਪੰਜਾਬ ਟਾਇਮਜ਼ <box>936 1591 1024 1610</box>
logo-icon <box>37 1813 48 1824</box>
source-label: ਪੰਜਾਬ ਟਾਇਮਜ਼ <box>31 1809 119 1828</box>
masthead <box>23 17 1521 65</box>
source-label: ਪੰਜਾਬ ਟਾਇਮਜ਼ <box>32 260 120 279</box>
article-body-cont: ਮਾਲੇਰਕੋਟਲਾ, 11 ਫਰਵਰੀ (ਦਲਜਿੰਦਰ ਸਿੰਘ ਕਲਸੀ):-ਰਾਸ਼ਨ ਡਿੱਪੂ ਹੋਲਡਰ ਫੈਡਰੇਸ਼ਨ ਰਜਿ: 118 ਦੇ ਸੂਬਾ ਪ੍ਰਧਾਨ ਗੁਰਜਿੰਦਰ ਸਿੰਘ ਕਾਂਝਲਾ ਨੇ ਪ੍ਰੈਸ ਨਾਲ ਗੱਲਬਾਤ ਕਰਦਿਆਂ ਦੱਸਿਆ ਕਿ ਕੇਂਦਰ ਸਰਕਾਰ ਦੀਆਂ ਨੀਤੀਆਂ ਦੇ ਖ਼ਿਲਾਫ਼ 12 ਫਰਵਰੀ ਨੂੰ ਦੇਸ਼ ਵਿਆਪੀ ਹੜਤਾਲ ਕੀਤੀ ਜਾ ਰਹੀ ਹੈ, ਜਿਸ ਵਿੱਚ ਪੰਜਾਬ ਦੇ ਸਾਰੇ ਡਿੱਪੂ ਹੋਲਡਰ ਸ਼ਮੂਲੀਅਤ ਕਰਨਗੇ। ਉਹਨਾਂ ਕਿਹਾ ਕਿ ਡਿੱਪੂ ਹੋਲਡਰਾਂ ਨੂੰ ਬਣਦਾ ਕਮਿਸ਼ਨ ਸਮੇਂ ਸਿਰ ਨਹੀਂ ਮਿਲ ਰਿਹਾ ਅਤੇ ਉਹਨਾਂ ਦੀਆਂ ਮੰਗਾਂ ਵੱਲ ਕੋਈ ਧਿਆਨ ਨਹੀਂ ਦਿੱਤਾ ਜਾ ਰਿਹਾ। ਇਸ ਮੌਕੇ ਸੁਖਵਿੰਦਰ ਸਿੰਘ ਕਾਂਝਲਾ, ਮੁਹੰਮਦ ਸਲੀਮ, ਰਾਜਨ ਮਿੱਤਲ, ਪ੍ਰਧਾਨ ਗੁਰਮੇਲ ਸਿੰਘ ਅਤੇ ਹੋਰ ਡਿੱਪੂ ਹੋਲਡਰ ਹਾਜ਼ਰ ਸਨ। <box>23 1339 574 1413</box>
headline: ਬਾਲ ਸੁਰੱਖਿਆ ਲਈ ਚਾਈਲਡ ਹੈਲਪਲਾਈਨ ਨੰਬਰ 1098 ਸਬੰਧੀ ਜਾਗਰੂਕਤਾ ਕੈਂਪ ਆਯੋਜਿਤ <box>936 1090 1521 1145</box>
headline: ਪਿੰਡ ਝਾੜੀ ਆਲਾ ਸਿੰਘ ਦੇ ਵਾਸੀਆਂ ਨੇ ਕੀਤਾ ਸਨਮਾਨ <box>585 2003 1128 2031</box>
special-label: ਵਿਸ਼ੇਸ਼ <box>1031 1594 1071 1612</box>
issue-date: ਵੀਰਵਾਰ, 12 ਫਰਵਰੀ, 2026 <box>1296 30 1479 49</box>
article-body-cont: ਮਾਲੇਰਕੋਟਲਾ, 11 ਫਰਵਰੀ (ਦਲਜਿੰਦਰ ਸਿੰਘ ਕਲਸੀ)- ਜ਼ਿਲ੍ਹਾ ਪ੍ਰੋਗਰਾਮ ਅਫ਼ਸਰ ਅਤੇ ਜ਼ਿਲ੍ਹਾ ਬਾਲ ਸੁਰੱਖਿਆ ਅਫ਼ਸਰ ਹਰਪ੍ਰੀਤ ਕੌਰ ਸੰਧੂ ਦੀਆਂ ਹਦਾਇਤਾਂ ਅਨੁਸਾਰ ਸਰਕਾਰੀ ਪ੍ਰਾਇਮਰੀ ਸਕੂਲ ਵਿਖੇ ਬੱਚਿਆਂ ਨੂੰ ਚਾਈਲਡ ਹੈਲਪਲਾਈਨ ਨੰਬਰ 1098 ਸਬੰਧੀ ਜਾਗਰੂਕ ਕਰਨ ਲਈ ਕੈਂਪ ਲਗਾਇਆ ਗਿਆ। ਨੰਬਰ 1098 24 ਘੰਟੇ ਚੱਲਣ ਵਾਲੀ ਮੁਫ਼ਤ ਸੇਵਾ ਹੈ ਜਿਸ ਰਾਹੀਂ ਮੁਸੀਬਤ ਵਿੱਚ ਫਸੇ ਬੱਚਿਆਂ ਦੀ ਸਹਾਇਤਾ ਕੀਤੀ ਜਾਂਦੀ ਹੈ। ਬੱਚਿਆਂ ਨੂੰ ਗੁੱਡ ਟੱਚ ਅਤੇ ਬੈਡ ਟੱਚ ਬਾਰੇ ਵੀ ਜਾਣਕਾਰੀ ਦਿੱਤੀ ਗਈ। ਇਸ ਮੌਕੇ ਸਕੂਲ ਸਟਾਫ ਅਤੇ ਚਾਈਲਡ ਹੈਲਪਲਾਈਨ ਟੀਮ ਦੇ ਮੈਂਬਰ ਹਾਜ਼ਰ ਸਨ। <box>1122 1343 1521 1433</box>
article-body-cont: ਸਰਹਿੰਦ 11 ਫਰਵਰੀ (ਮਲਕੀਤ ਸਿੰਘ ਭੱਟੀ) ਸੰਗੀਤ/ਮੁਨਲਿਟ ਇੰਡਸਟਰੀ ਸਰਹਿੰਦ ਨੇ ਸਰਕਾਰੀ ਸੀਨੀਅਰ ਸੈਕੰਡਰੀ ਸਕੂਲ ਦੇ ਵਿਦਿਆਰਥੀਆਂ ਲਈ ਉਦਯੋਗਿਕ ਟੂਰ ਦਾ ਪ੍ਰਬੰਧ ਕੀਤਾ। ਇਸ ਟੂਰ ਦੌਰਾਨ ਵਿਦਿਆਰਥੀਆਂ ਨੂੰ ਉਦਯੋਗਿਕ ਪ੍ਰਕਿਰਿਆਵਾਂ, ਮਸ਼ੀਨਰੀ ਅਤੇ ਉਤਪਾਦਨ ਦੇ ਵੱਖ-ਵੱਖ ਪੜਾਵਾਂ ਬਾਰੇ ਜਾਣਕਾਰੀ ਦਿੱਤੀ ਗਈ। ਵਿਦਿਆਰਥੀਆਂ ਨੇ ਇਸ ਟੂਰ ਨੂੰ ਬਹੁਤ ਹੀ ਜਾਣਕਾਰੀ ਭਰਪੂਰ ਦੱਸਿਆ। ਸਕੂਲ ਪ੍ਰਿੰਸੀਪਲ ਨੇ ਇੰਡਸਟਰੀ ਪ੍ਰਬੰਧਕਾਂ ਦਾ ਧੰਨਵਾਦ ਕੀਤਾ। <box>1122 1740 1521 1814</box>
logo-icon <box>29 1316 40 1327</box>
article-sufi-festival <box>936 516 1521 1078</box>
article-police-promotion <box>585 516 924 859</box>
article-body: ਫ਼ਿਰੋਜ਼ਪੁਰ, 11 ਫਰਵਰੀ (ਹਰਨਾਮ ਦਾਸ ਚੋਪੜਾ)- ਸਰਕਾਰੀ ਸੀਨੀਅਰ ਸੈਕੰਡਰੀ ਸਮਾਰਟ ਸਕੂਲ ਬਿਨਪਾਲਕੇ (ਜਲੰਧਰ) ਵਿੱਚ ਪ੍ਰਿੰਸੀਪਲ ਸੁਰਿੰਦਰ ਕੁਮਾਰ ਰਾਣਾ ਦੀ ਅਗਵਾਈ ਵਿੱਚ ਸਕੂਲ ਸਟਾਫ, ਐਸ.ਐਮ.ਸੀ. ਕਮੇਟੀ,ਮਾਪਿਆਂ ਦੇ ਸਹਿਯੋਗ ਨਾਲ ਸਾਲਾਨਾ ਇਨਾਮ ਵੰਡ ਸਮਾਰੋਹ ਦਾ ਆਯੋਜਨ ਕੀਤਾ ਗਿਆ। ਇਸ ਸਮਾਰੋਹ ਦੇ ਮੁੱਖ-ਮਹਿਮਾਨ ਸ.ਸੁਖਵਿੰਦਰ ਸਿੰਘ ਸੁੱਖੀ ਵਿਧਾਇਕ ਹਲਕਾ ਬੰਗਾ ਸਨ। ਸਕੂਲ ਦੇ ਹੋਣਹਾਰ ਵਿਦਿਆਰਥੀਆਂ ਨੂੰ ਉਹਨਾਂ ਦੀਆਂ ਪ੍ਰਾਪਤੀਆਂ ਲਈ ਸਨਮਾਨਿਤ ਕੀਤਾ ਗਿਆ। ਇਸ ਮੌਕੇ ਸੱਭਿਆਚਾਰਕ ਪ੍ਰੋਗਰਾਮ ਵੀ ਪੇਸ਼ ਕੀਤਾ ਗਿਆ। ਸੈਸ਼ਨ 2024- 25 ਦੀ ਸਾਲਾਨਾ ਪ੍ਰੀਖਿਆ ਵਿੱਚ ਪਹਿਲੇ ਤਿੰਨ ਸਥਾਨ ਹਾਸਲ ਕਰਨ ਵਾਲੇ ਵਿਦਿਆਰਥੀਆਂ ਨੂੰ ਇਨਾਮ ਵੰਡੇ ਗਏ ਅਤੇ ਸਕੂਲ ਦੇ ਸਟਾਫ ਮੈਂਬਰਾਂ ਦਾ ਵੀ ਸਨਮਾਨ ਕੀਤਾ ਗਿਆ। ਅਖੀਰ ਵਿੱਚ ਮੁੱਖ ਮਹਿਮਾਨ ਨੇ ਸਕੂਲ ਦੀਆਂ ਪ੍ਰਾਪਤੀਆਂ ਦੀ ਸ਼ਲਾਘਾ ਕੀਤੀ ਅਤੇ ਬੱਚਿਆਂ ਨੂੰ ਮਿਹਨਤ ਕਰਨ ਲਈ ਪ੍ਰੇਰਿਤ ਕੀਤਾ। <box>585 149 932 316</box>
headline: ਬਿਨਪਾਲਕੇ ਸਕੂਲ ਵਿੱਚ ਸਾਲਾਨਾ ਇਨਾਮ ਵੰਡ ਸਮਾਰੋਹ ਕਰਵਾਇਆ <box>585 78 1200 109</box>
photo-village-group <box>585 2037 832 2176</box>
paper-name: Daily PUNJAB TIMES Jalandhar, <box>1025 30 1291 49</box>
special-label: ਵਿਸ਼ੇਸ਼ <box>119 768 159 786</box>
article-forest-dept <box>23 597 574 1055</box>
special-label: ਵਿਸ਼ੇਸ਼ <box>127 263 167 281</box>
headline: ਅੱਜ ਦੇਸ਼ ਵਿਆਪੀ ਹੜਤਾਲ 'ਚ ਰਾਸ਼ਨ ਡਿੱਪੂ ਹੋਲਡਰ ਫੈਡਰੇਸ਼ਨ ਸ਼ਮੂਲੀਅਤ ਕਰੇਗੀ : ਕਾਂਝਲਾ <box>23 1067 548 1086</box>
article-tags <box>936 1591 1113 1612</box>
article-workplace-law <box>1140 2003 1521 2391</box>
photo-school-children <box>1122 1151 1521 1336</box>
article-body: ਸਰਹਿੰਦ 11 ਫਰਵਰੀ (ਮਲਕੀਤ ਸਿੰਘ ਭੱਟੀ) ਸੰਗੀਤ/ਮੁਨਲਿਟ ਇੰਡਸਟਰੀ ਸਰਹਿੰਦ ਨੇ ਸਰਕਾਰੀ ਸੀਨੀਅਰ ਸੈਕੰਡਰੀ ਸਕੂਲ ਦੇ ਵਿਦਿਆਰਥੀਆਂ ਲਈ ਉਦਯੋਗਿਕ ਟੂਰ ਦਾ ਪ੍ਰਬੰਧ ਕੀਤਾ। ਇਸ ਟੂਰ ਦੌਰਾਨ ਵਿਦਿਆਰਥੀਆਂ ਨੂੰ ਉਦਯੋਗਿਕ ਪ੍ਰਕਿਰਿਆਵਾਂ, ਮਸ਼ੀਨਰੀ ਅਤੇ ਉਤਪਾਦਨ ਦੇ ਵੱਖ-ਵੱਖ ਪੜਾਵਾਂ ਬਾਰੇ ਜਾਣਕਾਰੀ ਦਿੱਤੀ ਗਈ। ਵਿਦਿਆਰਥੀਆਂ ਨੇ ਇਸ ਟੂਰ ਨੂੰ ਬਹੁਤ ਹੀ ਜਾਣਕਾਰੀ ਭਰਪੂਰ ਦੱਸਿਆ। ਸਕੂਲ ਪ੍ਰਿੰਸੀਪਲ ਨੇ ਇੰਡਸਟਰੀ ਪ੍ਰਬੰਧਕਾਂ ਦਾ ਧੰਨਵਾਦ ਕੀਤਾ। <box>936 1617 1113 1769</box>
